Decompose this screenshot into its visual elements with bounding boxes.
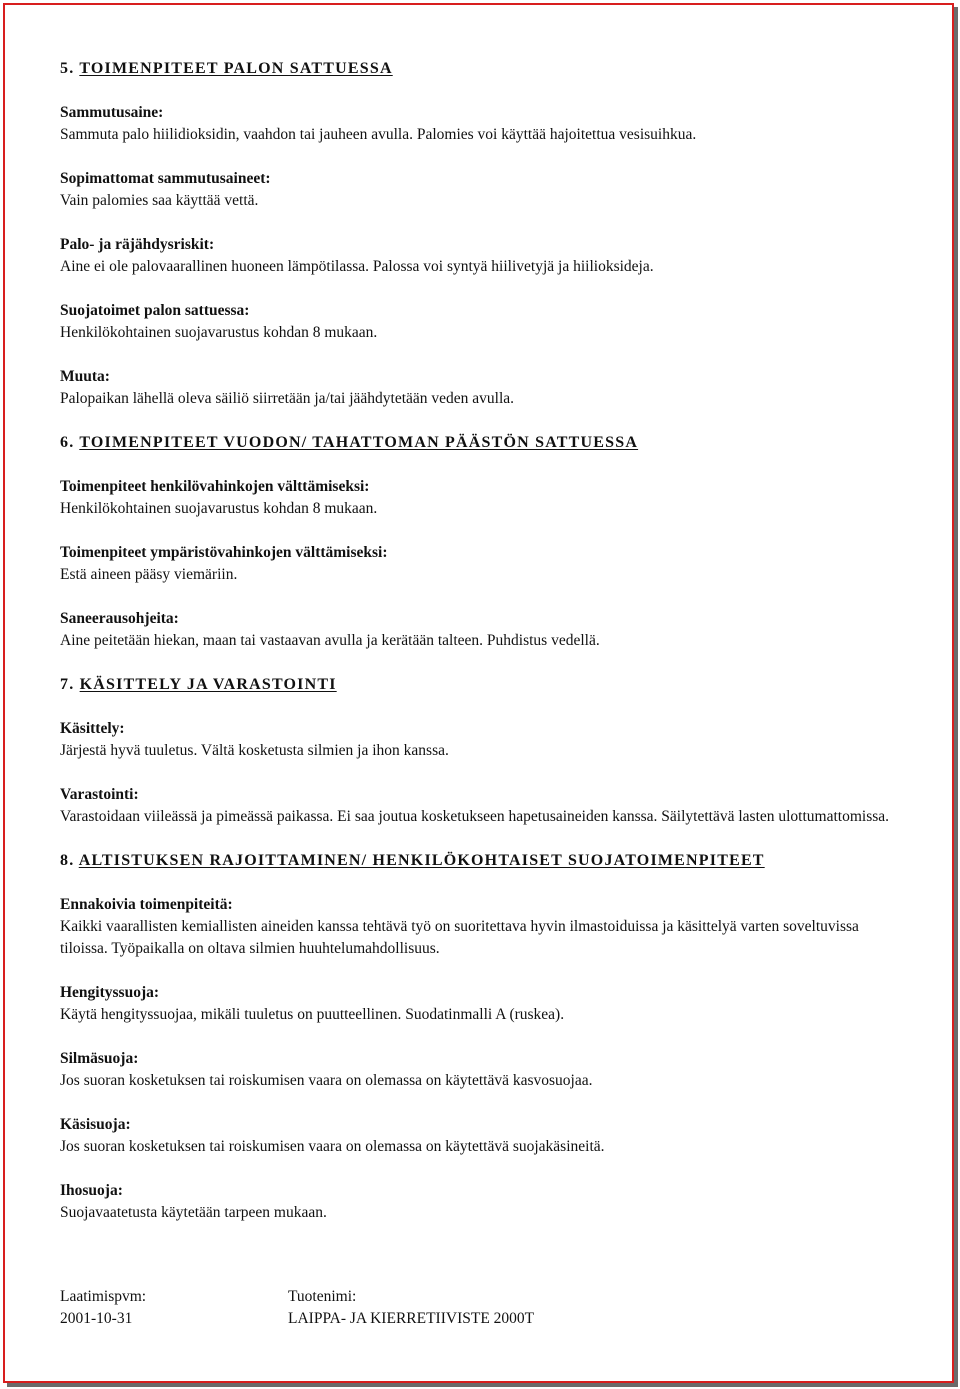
block-text: Käytä hengityssuojaa, mikäli tuuletus on puutteellinen. Suodatinmalli A (ruskea).	[60, 1006, 565, 1023]
info-block	[60, 784, 900, 828]
info-block	[60, 300, 900, 344]
info-block	[60, 718, 900, 762]
block-text: Kaikki vaarallisten kemiallisten aineiden kanssa tehtävä työ on suoritettava hyvin ilmastoiduissa ja käsittelyä varten soveltuvissa tiloissa. Työpaikalla on oltava silmien huuhtelumahdollisuus.	[60, 918, 859, 957]
section-heading-6	[60, 432, 900, 454]
block-label: Sammutusaine:	[60, 104, 164, 121]
block-label: Suojatoimet palon sattuessa:	[60, 302, 250, 319]
footer-date	[60, 1286, 146, 1330]
info-block	[60, 542, 900, 586]
product-value: LAIPPA- JA KIERRETIIVISTE 2000T	[288, 1310, 535, 1327]
section-number: 8.	[60, 852, 75, 869]
section-heading-7	[60, 674, 900, 696]
block-label: Silmäsuoja:	[60, 1050, 139, 1067]
section-number: 5.	[60, 60, 75, 77]
block-label: Saneerausohjeita:	[60, 610, 179, 627]
block-text: Sammuta palo hiilidioksidin, vaahdon tai jauheen avulla. Palomies voi käyttää hajoitettua vesisuihkua.	[60, 126, 697, 143]
footer-product	[288, 1286, 534, 1330]
section-title: KÄSITTELY JA VARASTOINTI	[79, 676, 337, 693]
block-label: Toimenpiteet henkilövahinkojen välttämiseksi:	[60, 478, 370, 495]
section-heading-5	[60, 58, 900, 80]
info-block	[60, 1048, 900, 1092]
block-label: Varastointi:	[60, 786, 139, 803]
block-label: Palo- ja räjähdysriskit:	[60, 236, 215, 253]
block-text: Jos suoran kosketuksen tai roiskumisen vaara on olemassa on käytettävä suojakäsineitä.	[60, 1138, 605, 1155]
info-block	[60, 982, 900, 1026]
section-title: TOIMENPITEET PALON SATTUESSA	[79, 60, 393, 77]
block-label: Sopimattomat sammutusaineet:	[60, 170, 271, 187]
section-number: 7.	[60, 676, 75, 693]
date-value: 2001-10-31	[60, 1310, 133, 1327]
info-block	[60, 234, 900, 278]
section-title: ALTISTUKSEN RAJOITTAMINEN/ HENKILÖKOHTAISET SUOJATOIMENPITEET	[78, 852, 765, 869]
info-block	[60, 476, 900, 520]
block-text: Aine ei ole palovaarallinen huoneen lämpötilassa. Palossa voi syntyä hiilivetyjä ja hiilioksideja.	[60, 258, 654, 275]
date-label: Laatimispvm:	[60, 1288, 147, 1305]
info-block	[60, 102, 900, 146]
block-label: Toimenpiteet ympäristövahinkojen välttämiseksi:	[60, 544, 388, 561]
product-label: Tuotenimi:	[288, 1288, 357, 1305]
block-label: Käsisuoja:	[60, 1116, 131, 1133]
info-block	[60, 1114, 900, 1158]
block-label: Käsittely:	[60, 720, 125, 737]
block-label: Ennakoivia toimenpiteitä:	[60, 896, 233, 913]
info-block	[60, 366, 900, 410]
block-label: Ihosuoja:	[60, 1182, 123, 1199]
block-text: Vain palomies saa käyttää vettä.	[60, 192, 259, 209]
section-number: 6.	[60, 434, 75, 451]
document-body	[60, 58, 900, 1246]
section-heading-8	[60, 850, 900, 872]
block-text: Suojavaatetusta käytetään tarpeen mukaan.	[60, 1204, 327, 1221]
block-label: Muuta:	[60, 368, 110, 385]
info-block	[60, 1180, 900, 1224]
info-block	[60, 608, 900, 652]
block-text: Järjestä hyvä tuuletus. Vältä kosketusta silmien ja ihon kanssa.	[60, 742, 449, 759]
block-text: Palopaikan lähellä oleva säiliö siirretään ja/tai jäähdytetään veden avulla.	[60, 390, 515, 407]
info-block	[60, 894, 900, 960]
block-label: Hengityssuoja:	[60, 984, 160, 1001]
block-text: Aine peitetään hiekan, maan tai vastaavan avulla ja kerätään talteen. Puhdistus vedellä.	[60, 632, 600, 649]
section-title: TOIMENPITEET VUODON/ TAHATTOMAN PÄÄSTÖN SATTUESSA	[79, 434, 639, 451]
block-text: Varastoidaan viileässä ja pimeässä paikassa. Ei saa joutua kosketukseen hapetusaineiden kanssa. Säilytettävä lasten ulottumattomissa.	[60, 808, 890, 825]
block-text: Estä aineen pääsy viemäriin.	[60, 566, 238, 583]
block-text: Henkilökohtainen suojavarustus kohdan 8 mukaan.	[60, 324, 378, 341]
block-text: Henkilökohtainen suojavarustus kohdan 8 mukaan.	[60, 500, 378, 517]
block-text: Jos suoran kosketuksen tai roiskumisen vaara on olemassa on käytettävä kasvosuojaa.	[60, 1072, 593, 1089]
info-block	[60, 168, 900, 212]
